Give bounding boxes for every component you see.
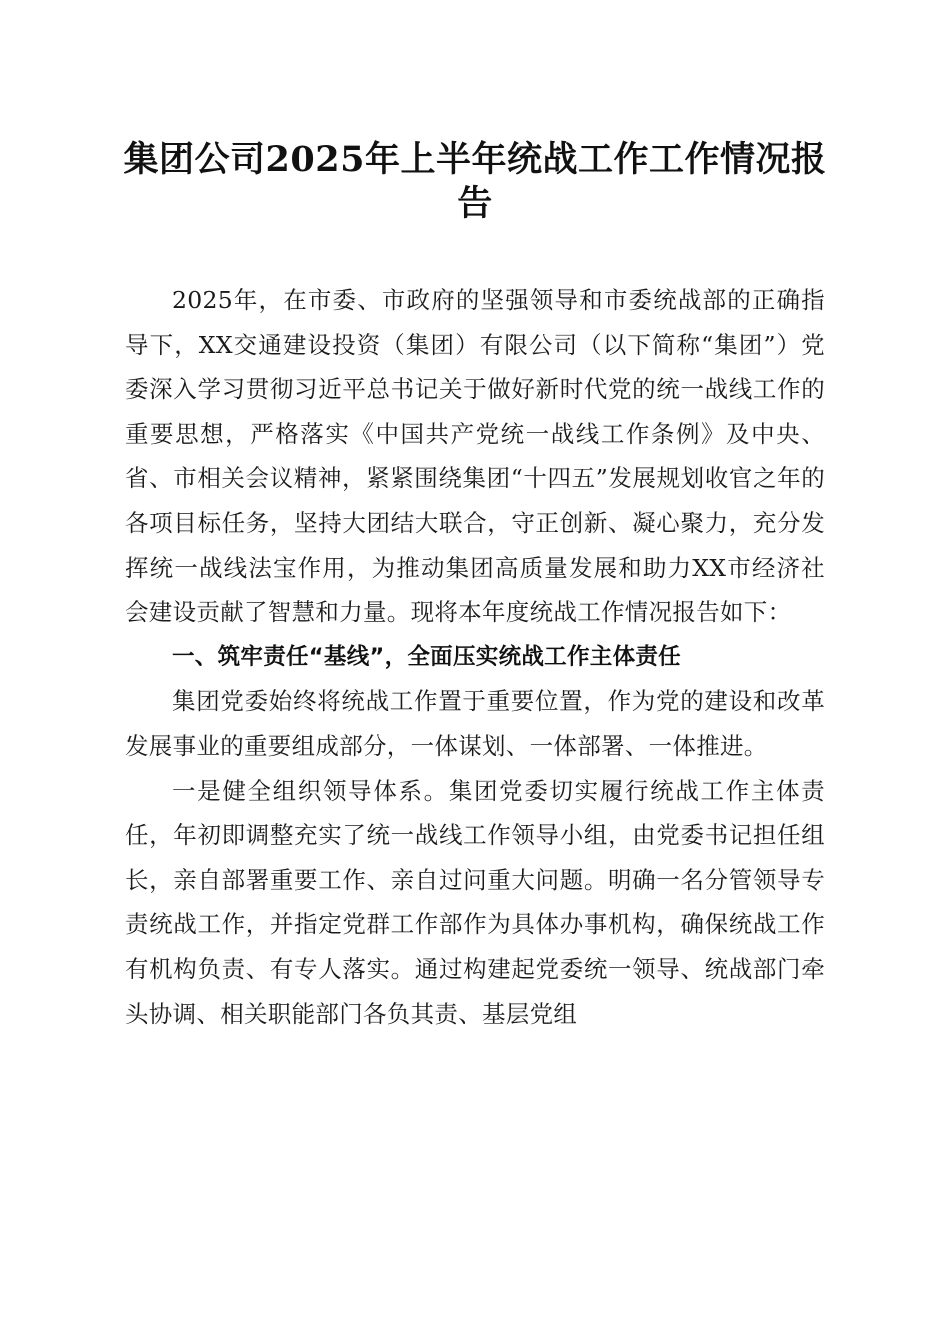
intro-paragraph: 2025年，在市委、市政府的坚强领导和市委统战部的正确指导下，XX交通建设投资（集团）有限公司（以下简称“集团”）党委深入学习贯彻习近平总书记关于做好新时代党的统一战线工作的重要思想，严格落实《中国共产党统一战线工作条例》及中央、省、市相关会议精神，紧紧围绕集团“十四五”发展规划收官之年的各项目标任务，坚持大团结大联合，守正创新、凝心聚力，充分发挥统一战线法宝作用，为推动集团高质量发展和助力XX市经济社会建设贡献了智慧和力量。现将本年度统战工作情况报告如下： [125, 286, 825, 627]
section-heading: 一、筑牢责任“基线”，全面压实统战工作主体责任 [172, 643, 681, 670]
document-body [125, 278, 825, 1036]
section-paragraph: 一是健全组织领导体系。集团党委切实履行统战工作主体责任，年初即调整充实了统一战线工作领导小组，由党委书记担任组长，亲自部署重要工作、亲自过问重大问题。明确一名分管领导专责统战工作，并指定党群工作部作为具体办事机构，确保统战工作有机构负责、有专人落实。通过构建起党委统一领导、统战部门牵头协调、相关职能部门各负其责、基层党组 [125, 776, 825, 1028]
section-paragraph: 集团党委始终将统战工作置于重要位置，作为党的建设和改革发展事业的重要组成部分，一体谋划、一体部署、一体推进。 [125, 687, 825, 760]
document-title: 集团公司2025年上半年统战工作工作情况报告 [123, 139, 827, 224]
